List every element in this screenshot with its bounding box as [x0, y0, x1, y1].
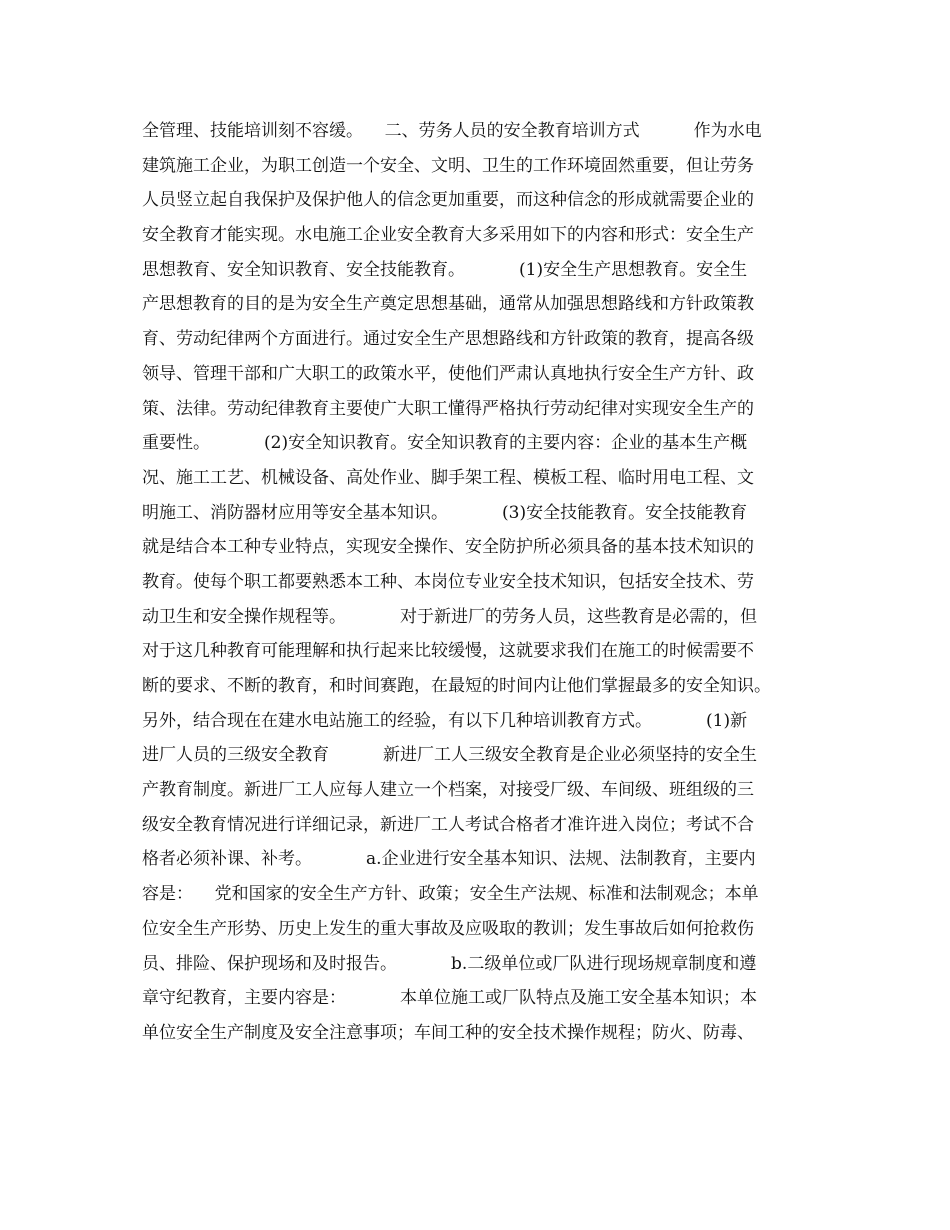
text-line: 动卫生和安全操作规程等。 对于新进厂的劳务人员，这些教育是必需的，但: [142, 606, 758, 627]
text-line: 策、法律。劳动纪律教育主要使广大职工懂得严格执行劳动纪律对实现安全生产的: [142, 398, 754, 419]
text-line: 员、排险、保护现场和及时报告。 b.二级单位或厂队进行现场规章制度和遵: [142, 953, 757, 974]
text-line: 对于这几种教育可能理解和执行起来比较缓慢，这就要求我们在施工的时候需要不: [142, 641, 754, 662]
text-line: 安全教育才能实现。水电施工企业安全教育大多采用如下的内容和形式：安全生产: [142, 225, 754, 246]
text-line: 思想教育、安全知识教育、安全技能教育。 (1)安全生产思想教育。安全生: [142, 259, 748, 280]
text-line: 领导、管理干部和广大职工的政策水平，使他们严肃认真地执行安全生产方针、政: [142, 363, 754, 384]
text-line: 教育。使每个职工都要熟悉本工种、本岗位专业安全技术知识，包括安全技术、劳: [142, 571, 754, 592]
text-line: 况、施工工艺、机械设备、高处作业、脚手架工程、模板工程、临时用电工程、文: [142, 467, 754, 488]
text-line: 进厂人员的三级安全教育 新进厂工人三级安全教育是企业必须坚持的安全生: [142, 745, 758, 766]
text-line: 另外，结合现在在建水电站施工的经验，有以下几种培训教育方式。 (1)新: [142, 710, 748, 731]
text-line: 产思想教育的目的是为安全生产奠定思想基础，通常从加强思想路线和方针政策教: [142, 294, 754, 315]
text-line: 章守纪教育，主要内容是： 本单位施工或厂队特点及施工安全基本知识；本: [142, 988, 758, 1009]
text-line: 容是： 党和国家的安全生产方针、政策；安全生产法规、标准和法制观念；本单: [142, 884, 759, 905]
text-line: 重要性。 (2)安全知识教育。安全知识教育的主要内容：企业的基本生产概: [142, 433, 748, 454]
text-line: 明施工、消防器材应用等安全基本知识。 (3)安全技能教育。安全技能教育: [142, 502, 748, 523]
text-line: 位安全生产形势、历史上发生的重大事故及应吸取的教训；发生事故后如何抢救伤: [142, 918, 754, 939]
text-line: 人员竖立起自我保护及保护他人的信念更加重要，而这种信念的形成就需要企业的: [142, 190, 754, 211]
text-line: 育、劳动纪律两个方面进行。通过安全生产思想路线和方针政策的教育，提高各级: [142, 329, 754, 350]
text-line: 断的要求、不断的教育，和时间赛跑，在最短的时间内让他们掌握最多的安全知识。: [142, 676, 771, 696]
text-line: 格者必须补课、补考。 a.企业进行安全基本知识、法规、法制教育，主要内: [142, 849, 756, 870]
body-text: [142, 114, 832, 1051]
text-line: 建筑施工企业，为职工创造一个安全、文明、卫生的工作环境固然重要，但让劳务: [142, 155, 754, 176]
text-line: 单位安全生产制度及安全注意事项；车间工种的安全技术操作规程；防火、防毒、: [142, 1022, 754, 1043]
text-line: 全管理、技能培训刻不容缓。 二、劳务人员的安全教育培训方式 作为水电: [142, 121, 762, 141]
text-line: 级安全教育情况进行详细记录，新进厂工人考试合格者才准许进入岗位；考试不合: [142, 814, 754, 835]
text-line: 产教育制度。新进厂工人应每人建立一个档案，对接受厂级、车间级、班组级的三: [142, 780, 754, 801]
text-line: 就是结合本工种专业特点，实现安全操作、安全防护所必须具备的基本技术知识的: [142, 537, 754, 558]
